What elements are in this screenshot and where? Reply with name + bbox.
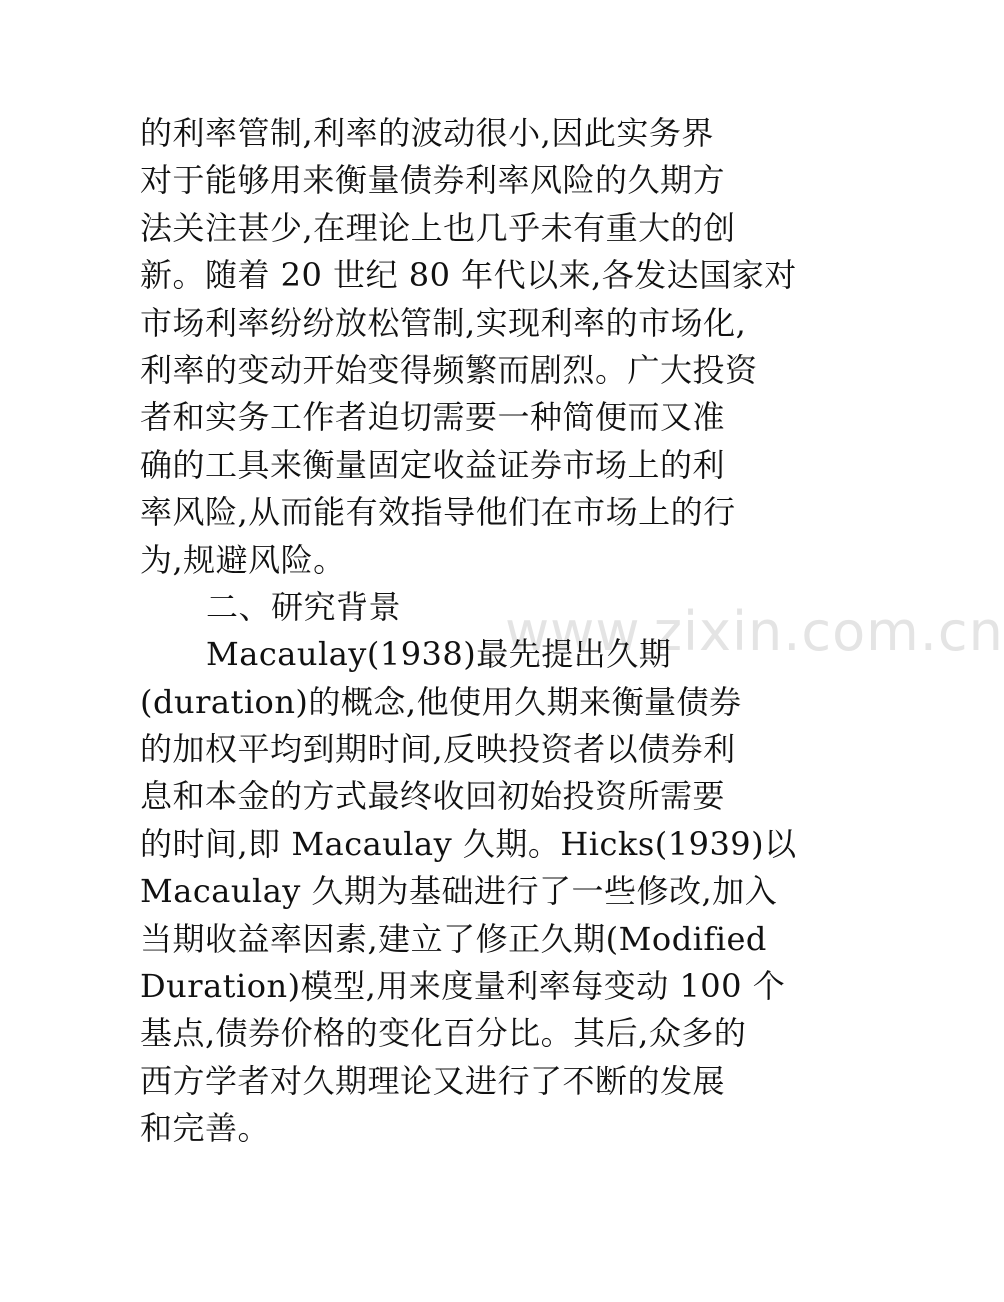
text-line: 法关注甚少,在理论上也几乎未有重大的创 <box>140 208 736 247</box>
text-line: (duration)的概念,他使用久期来衡量债券 <box>140 682 742 721</box>
text-line: 对于能够用来衡量债券利率风险的久期方 <box>140 161 726 200</box>
text-line: 西方学者对久期理论又进行了不断的发展 <box>140 1061 726 1100</box>
text-line: 确的工具来衡量固定收益证券市场上的利 <box>140 445 726 484</box>
text-line: 和完善。 <box>140 1109 271 1148</box>
text-line: Macaulay(1938)最先提出久期 <box>206 635 672 674</box>
text-line: 息和本金的方式最终收回初始投资所需要 <box>140 777 726 816</box>
text-line: Duration)模型,用来度量利率每变动 100 个 <box>140 967 786 1006</box>
paragraph-research-background <box>140 631 797 1152</box>
text-line: 者和实务工作者迫切需要一种简便而又准 <box>140 398 726 437</box>
section-heading: 二、研究背景 <box>206 587 402 626</box>
text-line: 的利率管制,利率的波动很小,因此实务界 <box>140 114 714 152</box>
text-line: 基点,债券价格的变化百分比。其后,众多的 <box>140 1014 747 1053</box>
paragraph-rate-liberalization <box>140 110 797 584</box>
text-line: 的时间,即 Macaulay 久期。Hicks(1939)以 <box>140 824 797 863</box>
text-line: 为,规避风险。 <box>140 540 346 579</box>
text-line: 的加权平均到期时间,反映投资者以债券利 <box>140 730 736 769</box>
text-line: 当期收益率因素,建立了修正久期(Modified <box>140 919 767 958</box>
text-line: 率风险,从而能有效指导他们在市场上的行 <box>140 493 736 532</box>
text-line: 利率的变动开始变得频繁而剧烈。广大投资 <box>140 350 758 389</box>
watermark: www.zixin.com.cn <box>505 600 1004 663</box>
text-line: 新。随着 20 世纪 80 年代以来,各发达国家对 <box>140 256 797 295</box>
body-text <box>140 110 797 1153</box>
text-line: 市场利率纷纷放松管制,实现利率的市场化, <box>140 303 747 342</box>
text-line: Macaulay 久期为基础进行了一些修改,加入 <box>140 872 778 911</box>
